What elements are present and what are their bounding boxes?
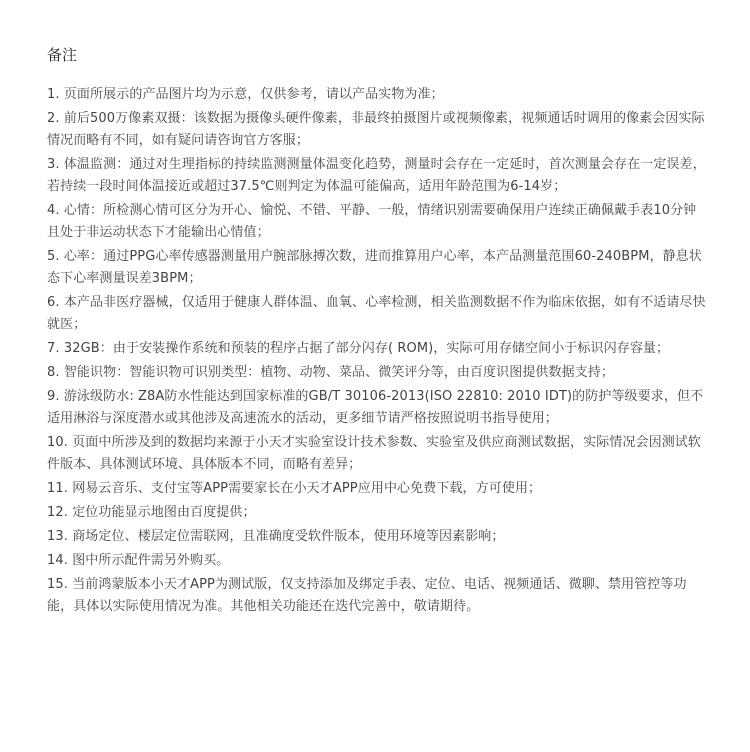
notes-list <box>47 84 707 620</box>
note-item-2: 2. 前后500万像素双摄：该数据为摄像头硬件像素，非最终拍摄图片或视频像素，视频通话时调用的像素会因实际情况而略有不同，如有疑问请咨询官方客服； <box>47 111 705 148</box>
note-item-10: 10. 页面中所涉及到的数据均来源于小天才实验室设计技术参数、实验室及供应商测试数据，实际情况会因测试软件版本、具体测试环境、具体版本不同，而略有差异； <box>47 435 702 472</box>
note-item-4: 4. 心情：所检测心情可区分为开心、愉悦、不错、平静、一般，情绪识别需要确保用户连续正确佩戴手表10分钟且处于非运动状态下才能输出心情值； <box>47 203 697 240</box>
note-item-13: 13. 商场定位、楼层定位需联网，且准确度受软件版本，使用环境等因素影响； <box>47 529 505 544</box>
note-item-15: 15. 当前鸿蒙版本小天才APP为测试版，仅支持添加及绑定手表、定位、电话、视频通话、微聊、禁用管控等功能，具体以实际使用情况为准。其他相关功能还在迭代完善中，敬请期待。 <box>47 577 687 614</box>
note-item-1: 1. 页面所展示的产品图片均为示意，仅供参考，请以产品实物为准； <box>47 87 444 102</box>
note-item-14: 14. 图中所示配件需另外购买。 <box>47 553 230 568</box>
note-item-8: 8. 智能识物：智能识物可识别类型：植物、动物、菜品、微笑评分等，由百度识图提供数据支持； <box>47 365 615 380</box>
page-title: 备注 <box>47 46 78 64</box>
note-item-11: 11. 网易云音乐、支付宝等APP需要家长在小天才APP应用中心免费下载，方可使用； <box>47 481 542 496</box>
note-item-5: 5. 心率：通过PPG心率传感器测量用户腕部脉搏次数，进而推算用户心率，本产品测量范围60-240BPM，静息状态下心率测量误差3BPM； <box>47 249 702 286</box>
note-item-6: 6. 本产品非医疗器械，仅适用于健康人群体温、血氧、心率检测，相关监测数据不作为临床依据，如有不适请尽快就医； <box>47 295 706 332</box>
note-item-12: 12. 定位功能显示地图由百度提供； <box>47 505 256 520</box>
note-item-7: 7. 32GB：由于安装操作系统和预装的程序占据了部分闪存( ROM)，实际可用存储空间小于标识闪存容量； <box>47 341 670 356</box>
note-item-9: 9. 游泳级防水: Z8A防水性能达到国家标准的GB/T 30106-2013(ISO 22810: 2010 IDT)的防护等级要求，但不适用淋浴与深度潜水或其他涉及高速流水的活动，更多细节请严格按照说明书指导使用； <box>47 389 704 426</box>
note-item-3: 3. 体温监测：通过对生理指标的持续监测测量体温变化趋势，测量时会存在一定延时，首次测量会存在一定误差，若持续一段时间体温接近或超过37.5℃则判定为体温可能偏高，适用年龄范围为6-14岁； <box>47 157 706 194</box>
